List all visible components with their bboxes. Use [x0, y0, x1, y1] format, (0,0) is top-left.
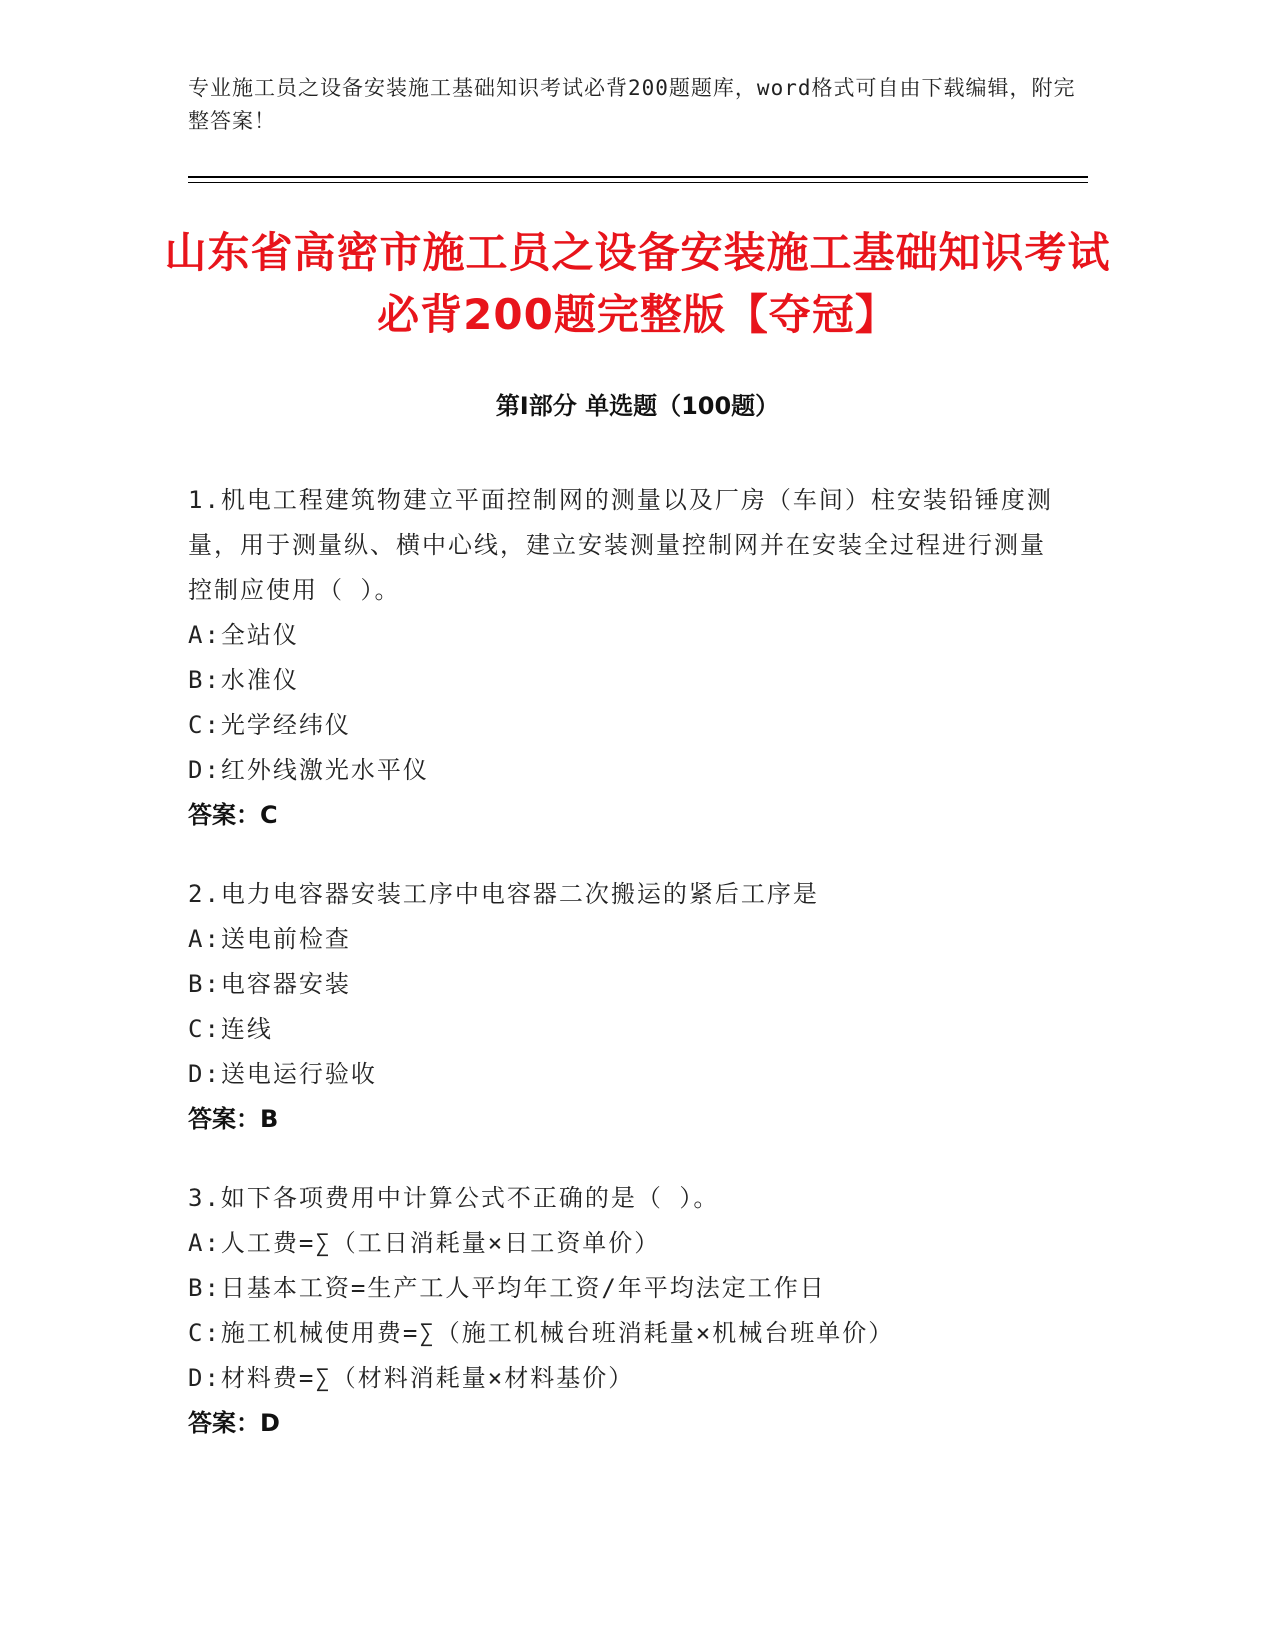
option-d: D:材料费=∑（材料消耗量×材料基价） — [188, 1364, 635, 1392]
option-b: B:电容器安装 — [188, 970, 351, 998]
question-1 — [188, 478, 1068, 838]
option-d: D:红外线激光水平仪 — [188, 756, 429, 784]
answer: 答案：B — [188, 1105, 279, 1133]
answer: 答案：D — [188, 1409, 280, 1437]
option-c: C:施工机械使用费=∑（施工机械台班消耗量×机械台班单价） — [188, 1319, 895, 1347]
option-c: C:连线 — [188, 1015, 273, 1043]
option-b: B:日基本工资=生产工人平均年工资/年平均法定工作日 — [188, 1274, 826, 1302]
answer: 答案：C — [188, 801, 278, 829]
option-a: A:人工费=∑（工日消耗量×日工资单价） — [188, 1229, 661, 1257]
part-heading: 第I部分 单选题（100题） — [495, 392, 780, 420]
option-a: A:全站仪 — [188, 621, 299, 649]
question-3 — [188, 1176, 1068, 1446]
header-note: 专业施工员之设备安装施工基础知识考试必背200题题库，word格式可自由下载编辑，附完整答案！ — [188, 76, 1076, 133]
header-rule-thick — [188, 176, 1088, 178]
question-text: 1.机电工程建筑物建立平面控制网的测量以及厂房（车间）柱安装铅锤度测量，用于测量纵、横中心线，建立安装测量控制网并在安装全过程进行测量控制应使用（ ）。 — [188, 486, 1053, 604]
option-c: C:光学经纬仪 — [188, 711, 351, 739]
question-2 — [188, 872, 1068, 1142]
option-b: B:水准仪 — [188, 666, 299, 694]
option-d: D:送电运行验收 — [188, 1060, 377, 1088]
option-a: A:送电前检查 — [188, 925, 351, 953]
header-rule-thin — [188, 182, 1088, 183]
question-text: 3.如下各项费用中计算公式不正确的是（ ）。 — [188, 1184, 720, 1212]
question-text: 2.电力电容器安装工序中电容器二次搬运的紧后工序是 — [188, 880, 819, 908]
document-title: 山东省高密市施工员之设备安装施工基础知识考试必背200题完整版【夺冠】 — [164, 228, 1111, 339]
question-list — [188, 478, 1068, 1480]
